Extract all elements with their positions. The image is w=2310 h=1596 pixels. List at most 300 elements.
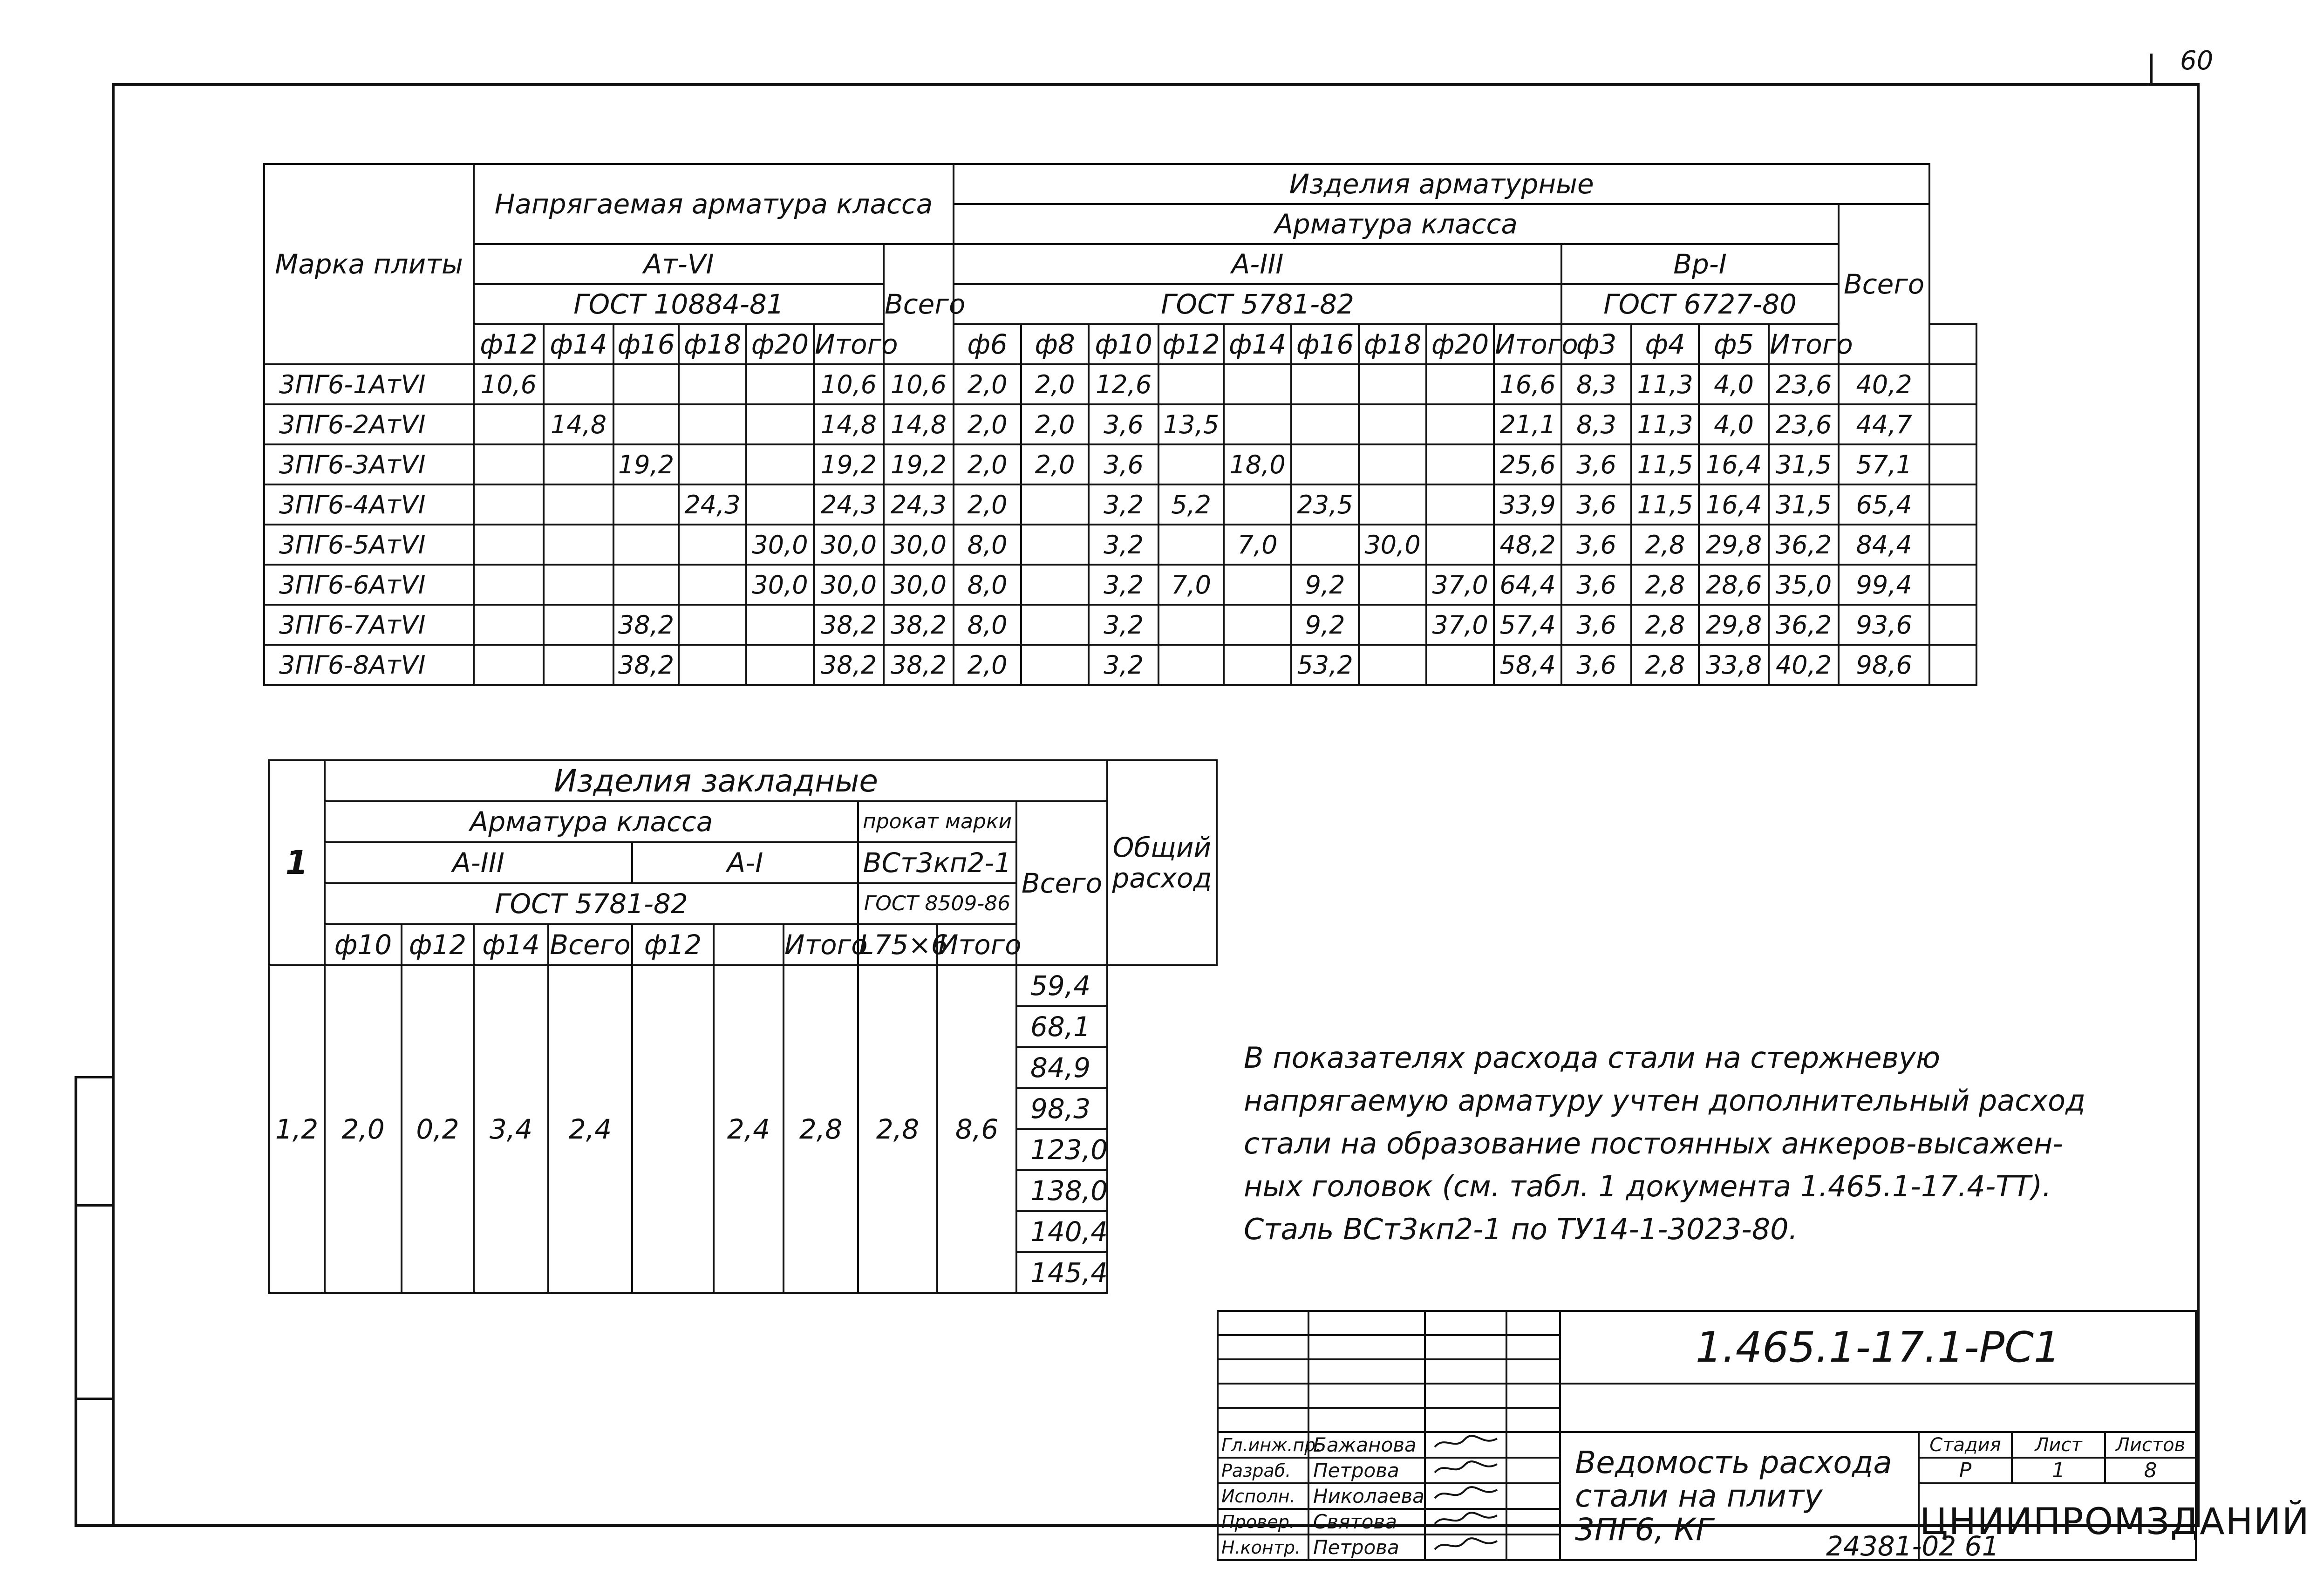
diam-tensioned-0: ф12 (474, 324, 544, 364)
cell-a3 (1359, 645, 1426, 685)
cell-a3 (1224, 605, 1291, 645)
role-name: Николаева (1308, 1483, 1425, 1509)
cell-bp: 3,6 (1561, 444, 1631, 484)
cell-bp: 16,4 (1699, 444, 1769, 484)
cell-tensioned (474, 484, 544, 525)
diam-bp-0: ф3 (1561, 324, 1631, 364)
embedded-value-0: 1,2 (269, 965, 325, 1293)
cell-a3: 7,0 (1224, 525, 1291, 565)
embedded-col-4: ф12 (632, 924, 714, 965)
diameter-header-row (264, 324, 1976, 364)
sheets-label: Листов (2105, 1432, 2196, 1458)
cell-tensioned-total: 38,2 (884, 645, 954, 685)
cell-a3: 2,0 (954, 645, 1021, 685)
cell-tensioned (474, 404, 544, 444)
row-mark: 3ПГ6-8АтVI (264, 645, 474, 685)
signature-cell (1425, 1432, 1506, 1458)
bp-class: Вр-I (1561, 244, 1839, 284)
row-mark: 3ПГ6-5АтVI (264, 525, 474, 565)
cell-bp: 36,2 (1769, 525, 1839, 565)
diam-a3-1: ф8 (1021, 324, 1089, 364)
cell-bp: 4,0 (1699, 364, 1769, 404)
cell-tensioned (474, 605, 544, 645)
cell-tensioned (746, 444, 814, 484)
row-strip-cell (1929, 484, 1976, 525)
cell-tensioned: 10,6 (814, 364, 884, 404)
row-strip-cell (1929, 525, 1976, 565)
a3-class: А-III (954, 244, 1561, 284)
cell-a3: 2,0 (954, 404, 1021, 444)
role-name: Святова (1308, 1509, 1425, 1535)
cell-tensioned (746, 404, 814, 444)
cell-bp: 11,3 (1631, 364, 1699, 404)
title-block (1217, 1310, 2310, 1561)
row-mark: 3ПГ6-1АтVI (264, 364, 474, 404)
embedded-value-2: 0,2 (402, 965, 474, 1293)
note-text (1244, 1037, 2203, 1251)
cell-a3 (1291, 444, 1359, 484)
cell-bp: 8,3 (1561, 364, 1631, 404)
overall-header: Общий расход (1107, 760, 1217, 965)
cell-products-total: 40,2 (1839, 364, 1929, 404)
cell-a3 (1021, 605, 1089, 645)
cell-a3: 64,4 (1494, 565, 1561, 605)
cell-tensioned (613, 364, 679, 404)
tensioned-gost: ГОСТ 10884-81 (474, 284, 884, 324)
cell-tensioned (544, 444, 613, 484)
diam-bp-1: ф4 (1631, 324, 1699, 364)
cell-bp: 3,6 (1561, 645, 1631, 685)
embedded-a1-class: А-I (632, 842, 858, 883)
cell-bp: 2,8 (1631, 565, 1699, 605)
table-row (264, 484, 1976, 525)
cell-bp: 3,6 (1561, 484, 1631, 525)
cell-tensioned (613, 565, 679, 605)
cell-a3: 48,2 (1494, 525, 1561, 565)
embedded-vsego-value: 8,6 (937, 965, 1016, 1293)
cell-a3: 2,0 (954, 484, 1021, 525)
bp-gost: ГОСТ 6727-80 (1561, 284, 1839, 324)
cell-tensioned: 38,2 (814, 605, 884, 645)
cell-a3: 7,0 (1158, 565, 1224, 605)
cell-bp: 3,6 (1561, 525, 1631, 565)
diam-a3-8: Итого (1494, 324, 1561, 364)
overall-value: 138,0 (1016, 1170, 1107, 1211)
cell-a3 (1158, 645, 1224, 685)
cell-a3: 53,2 (1291, 645, 1359, 685)
role-label: Исполн. (1218, 1483, 1308, 1509)
side-strip-line (75, 1076, 115, 1078)
col-mark-header: Марка плиты (264, 164, 474, 364)
cell-products-total: 65,4 (1839, 484, 1929, 525)
cell-a3: 8,0 (954, 565, 1021, 605)
archive-number: 24381-02 61 (1826, 1530, 1999, 1562)
table-row (264, 565, 1976, 605)
signature-cell (1425, 1509, 1506, 1535)
cell-a3: 23,5 (1291, 484, 1359, 525)
diam-tensioned-5: Итого (814, 324, 884, 364)
cell-a3 (1021, 645, 1089, 685)
cell-bp: 8,3 (1561, 404, 1631, 444)
cell-tensioned (679, 565, 746, 605)
cell-tensioned-total: 24,3 (884, 484, 954, 525)
row-strip-cell (1929, 565, 1976, 605)
sheet-value: 1 (2012, 1458, 2105, 1483)
role-label: Провер. (1218, 1509, 1308, 1535)
embedded-products-table (268, 759, 1218, 1294)
cell-bp: 33,8 (1699, 645, 1769, 685)
rolled-grade: ВСт3кп2-1 (858, 842, 1016, 883)
cell-tensioned: 19,2 (814, 444, 884, 484)
products-header: Изделия арматурные (954, 164, 1929, 204)
cell-tensioned (544, 565, 613, 605)
table-row (264, 444, 1976, 484)
cell-tensioned (544, 645, 613, 685)
cell-tensioned-total: 14,8 (884, 404, 954, 444)
frame-tick-top (2150, 54, 2153, 84)
date-cell (1506, 1483, 1560, 1509)
cell-products-total: 99,4 (1839, 565, 1929, 605)
overall-value: 84,9 (1016, 1047, 1107, 1088)
cell-a3 (1158, 605, 1224, 645)
row-strip-cell (1929, 444, 1976, 484)
cell-tensioned: 19,2 (613, 444, 679, 484)
row-mark: 3ПГ6-6АтVI (264, 565, 474, 605)
cell-a3: 2,0 (1021, 444, 1089, 484)
cell-bp: 35,0 (1769, 565, 1839, 605)
embedded-a3-class: А-III (325, 842, 632, 883)
cell-bp: 28,6 (1699, 565, 1769, 605)
cell-a3 (1426, 645, 1494, 685)
cell-a3 (1158, 525, 1224, 565)
cell-tensioned: 14,8 (814, 404, 884, 444)
document-title: Ведомость расхода стали на плиту 3ПГ6, КГ (1560, 1432, 1919, 1560)
cell-tensioned: 10,6 (474, 364, 544, 404)
steel-consumption-table (263, 163, 1977, 686)
cell-a3 (1291, 404, 1359, 444)
cell-tensioned (544, 525, 613, 565)
cell-products-total: 44,7 (1839, 404, 1929, 444)
embedded-value-8: 2,8 (858, 965, 937, 1293)
date-cell (1506, 1432, 1560, 1458)
cell-bp: 2,8 (1631, 645, 1699, 685)
embedded-row (269, 965, 1217, 1006)
embedded-value-3: 3,4 (474, 965, 548, 1293)
cell-tensioned (474, 645, 544, 685)
cell-a3 (1291, 364, 1359, 404)
cell-tensioned: 30,0 (746, 565, 814, 605)
cell-tensioned (544, 605, 613, 645)
diam-a3-7: ф20 (1426, 324, 1494, 364)
products-total-header: Всего (1839, 204, 1929, 364)
cell-products-total: 84,4 (1839, 525, 1929, 565)
embedded-col-5 (714, 924, 784, 965)
cell-a3 (1426, 444, 1494, 484)
diam-bp-3: Итого (1769, 324, 1839, 364)
note-line: напрягаемую арматуру учтен дополнительный расход (1244, 1084, 2085, 1118)
cell-tensioned (474, 565, 544, 605)
cell-a3: 3,6 (1089, 404, 1158, 444)
embedded-total-header: Всего (1016, 801, 1107, 965)
diam-a3-6: ф18 (1359, 324, 1426, 364)
stage-value: Р (1919, 1458, 2012, 1483)
role-label: Гл.инж.пр. (1218, 1432, 1308, 1458)
cell-a3 (1359, 484, 1426, 525)
row-mark: 3ПГ6-4АтVI (264, 484, 474, 525)
cell-a3 (1359, 605, 1426, 645)
signature-cell (1425, 1458, 1506, 1483)
cell-a3: 2,0 (1021, 364, 1089, 404)
cell-bp: 36,2 (1769, 605, 1839, 645)
cell-a3 (1359, 364, 1426, 404)
cell-products-total: 57,1 (1839, 444, 1929, 484)
cell-a3: 58,4 (1494, 645, 1561, 685)
side-strip-line (75, 1398, 115, 1400)
cell-bp: 40,2 (1769, 645, 1839, 685)
stage-label: Стадия (1919, 1432, 2012, 1458)
cell-a3 (1224, 645, 1291, 685)
diam-a3-5: ф16 (1291, 324, 1359, 364)
cell-tensioned (746, 645, 814, 685)
cell-a3: 3,2 (1089, 484, 1158, 525)
embedded-value-6: 2,4 (714, 965, 784, 1293)
cell-a3: 37,0 (1426, 565, 1494, 605)
cell-bp: 3,6 (1561, 565, 1631, 605)
cell-tensioned (679, 404, 746, 444)
organization-name: ЦНИИПРОМЗДАНИЙ (1919, 1483, 2196, 1560)
cell-a3: 8,0 (954, 525, 1021, 565)
diam-tensioned-3: ф18 (679, 324, 746, 364)
cell-a3 (1426, 484, 1494, 525)
cell-tensioned (679, 645, 746, 685)
signature-icon (1431, 1484, 1501, 1503)
row-strip-cell (1929, 605, 1976, 645)
cell-a3 (1021, 565, 1089, 605)
cell-bp: 2,8 (1631, 525, 1699, 565)
cell-tensioned (544, 364, 613, 404)
signature-icon (1431, 1535, 1501, 1554)
embedded-value-7: 2,8 (784, 965, 858, 1293)
cell-bp: 23,6 (1769, 404, 1839, 444)
cell-tensioned (746, 364, 814, 404)
cell-bp: 11,5 (1631, 444, 1699, 484)
tensioned-header: Напрягаемая арматура класса (474, 164, 954, 244)
embedded-col-7: L75×6 (858, 924, 937, 965)
role-label: Разраб. (1218, 1458, 1308, 1483)
cell-a3: 12,6 (1089, 364, 1158, 404)
cell-tensioned: 38,2 (814, 645, 884, 685)
role-label: Н.контр. (1218, 1535, 1308, 1560)
overall-value: 145,4 (1016, 1252, 1107, 1293)
cell-a3: 5,2 (1158, 484, 1224, 525)
cell-tensioned (613, 404, 679, 444)
cell-tensioned: 30,0 (746, 525, 814, 565)
overall-value: 59,4 (1016, 965, 1107, 1006)
table-row (264, 404, 1976, 444)
row-mark: 3ПГ6-2АтVI (264, 404, 474, 444)
cell-tensioned-total: 10,6 (884, 364, 954, 404)
cell-tensioned-total: 30,0 (884, 525, 954, 565)
cell-bp: 31,5 (1769, 444, 1839, 484)
cell-tensioned (613, 525, 679, 565)
embedded-col-3: Всего (548, 924, 632, 965)
note-line: В показателях расхода стали на стержневую (1244, 1041, 1941, 1075)
embedded-col-0: ф10 (325, 924, 402, 965)
cell-a3 (1224, 364, 1291, 404)
row-mark: 3ПГ6-7АтVI (264, 605, 474, 645)
cell-a3: 37,0 (1426, 605, 1494, 645)
diam-a3-0: ф6 (954, 324, 1021, 364)
row-strip-cell (1929, 364, 1976, 404)
cell-bp: 16,4 (1699, 484, 1769, 525)
embedded-col-2: ф14 (474, 924, 548, 965)
cell-tensioned: 24,3 (679, 484, 746, 525)
cell-tensioned (613, 484, 679, 525)
table-row (264, 645, 1976, 685)
cell-a3 (1426, 404, 1494, 444)
note-line: ных головок (см. табл. 1 документа 1.465.1-17.4-ТТ). (1244, 1169, 2051, 1203)
cell-tensioned: 24,3 (814, 484, 884, 525)
cell-tensioned: 38,2 (613, 645, 679, 685)
cell-a3 (1158, 364, 1224, 404)
note-line: Сталь ВСт3кп2-1 по ТУ14-1-3023-80. (1244, 1212, 1798, 1246)
cell-tensioned (679, 444, 746, 484)
table-row (264, 605, 1976, 645)
role-row (1218, 1432, 2196, 1458)
cell-a3: 30,0 (1359, 525, 1426, 565)
cell-a3: 25,6 (1494, 444, 1561, 484)
cell-tensioned (474, 444, 544, 484)
overall-value: 140,4 (1016, 1211, 1107, 1252)
cell-bp: 29,8 (1699, 525, 1769, 565)
diam-tensioned-1: ф14 (544, 324, 613, 364)
diam-a3-3: ф12 (1158, 324, 1224, 364)
cell-a3 (1021, 525, 1089, 565)
signature-icon (1431, 1433, 1501, 1452)
cell-a3: 9,2 (1291, 565, 1359, 605)
tensioned-total-header: Всего (884, 244, 954, 364)
overall-value: 68,1 (1016, 1006, 1107, 1047)
cell-tensioned: 14,8 (544, 404, 613, 444)
cell-tensioned: 38,2 (613, 605, 679, 645)
date-cell (1506, 1458, 1560, 1483)
cell-a3 (1224, 484, 1291, 525)
cell-a3 (1426, 364, 1494, 404)
cell-tensioned (679, 525, 746, 565)
embedded-gost8509: ГОСТ 8509-86 (858, 883, 1016, 924)
cell-a3: 3,2 (1089, 605, 1158, 645)
products-subheader: Арматура класса (954, 204, 1839, 244)
diam-tensioned-4: ф20 (746, 324, 814, 364)
embedded-header: Изделия закладные (325, 760, 1107, 801)
cell-tensioned: 30,0 (814, 525, 884, 565)
cell-a3: 3,2 (1089, 565, 1158, 605)
diam-bp-2: ф5 (1699, 324, 1769, 364)
cell-tensioned (474, 525, 544, 565)
row-strip-cell (1929, 404, 1976, 444)
cell-tensioned: 30,0 (814, 565, 884, 605)
left-marker: 1 (285, 844, 308, 882)
embedded-left-strip (269, 760, 325, 965)
cell-a3 (1291, 525, 1359, 565)
cell-tensioned-total: 30,0 (884, 565, 954, 605)
embedded-value-4: 2,4 (548, 965, 632, 1293)
header-strip-cell (1929, 324, 1976, 364)
table-row (264, 364, 1976, 404)
signature-cell (1425, 1483, 1506, 1509)
cell-bp: 2,8 (1631, 605, 1699, 645)
cell-a3: 16,6 (1494, 364, 1561, 404)
cell-a3 (1158, 444, 1224, 484)
sheet-label: Лист (2012, 1432, 2105, 1458)
role-name: Петрова (1308, 1458, 1425, 1483)
cell-tensioned (544, 484, 613, 525)
cell-a3: 2,0 (954, 364, 1021, 404)
embedded-col-8: Итого (937, 924, 1016, 965)
overall-value: 123,0 (1016, 1129, 1107, 1170)
cell-tensioned (679, 605, 746, 645)
cell-a3 (1224, 565, 1291, 605)
cell-bp: 11,3 (1631, 404, 1699, 444)
cell-products-total: 98,6 (1839, 645, 1929, 685)
cell-a3: 8,0 (954, 605, 1021, 645)
a3-gost: ГОСТ 5781-82 (954, 284, 1561, 324)
cell-tensioned (746, 484, 814, 525)
signature-icon (1431, 1459, 1501, 1477)
table-row (264, 525, 1976, 565)
page-number: 60 (2180, 46, 2214, 76)
cell-tensioned (679, 364, 746, 404)
cell-a3: 3,2 (1089, 645, 1158, 685)
cell-a3 (1359, 565, 1426, 605)
diam-a3-4: ф14 (1224, 324, 1291, 364)
cell-a3: 13,5 (1158, 404, 1224, 444)
embedded-col-1: ф12 (402, 924, 474, 965)
cell-tensioned (746, 605, 814, 645)
note-line: стали на образование постоянных анкеров-высажен- (1244, 1126, 2063, 1160)
cell-a3: 21,1 (1494, 404, 1561, 444)
cell-products-total: 93,6 (1839, 605, 1929, 645)
cell-bp: 4,0 (1699, 404, 1769, 444)
cell-a3 (1359, 404, 1426, 444)
cell-a3: 57,4 (1494, 605, 1561, 645)
embedded-value-5 (632, 965, 714, 1293)
cell-bp: 3,6 (1561, 605, 1631, 645)
overall-value: 98,3 (1016, 1088, 1107, 1129)
row-strip-cell (1929, 645, 1976, 685)
cell-a3: 18,0 (1224, 444, 1291, 484)
signature-cell (1425, 1535, 1506, 1560)
cell-a3: 3,2 (1089, 525, 1158, 565)
cell-bp: 29,8 (1699, 605, 1769, 645)
cell-a3 (1426, 525, 1494, 565)
cell-bp: 11,5 (1631, 484, 1699, 525)
embedded-value-1: 2,0 (325, 965, 402, 1293)
cell-a3 (1224, 404, 1291, 444)
cell-tensioned-total: 19,2 (884, 444, 954, 484)
cell-a3 (1359, 444, 1426, 484)
embedded-subheader: Арматура класса (325, 801, 858, 842)
date-cell (1506, 1535, 1560, 1560)
cell-bp: 23,6 (1769, 364, 1839, 404)
date-cell (1506, 1509, 1560, 1535)
cell-a3: 9,2 (1291, 605, 1359, 645)
embedded-gost5781: ГОСТ 5781-82 (325, 883, 858, 924)
cell-a3: 2,0 (1021, 404, 1089, 444)
document-code: 1.465.1-17.1-РС1 (1560, 1311, 2196, 1384)
sheets-value: 8 (2105, 1458, 2196, 1483)
side-strip-line (75, 1076, 77, 1527)
